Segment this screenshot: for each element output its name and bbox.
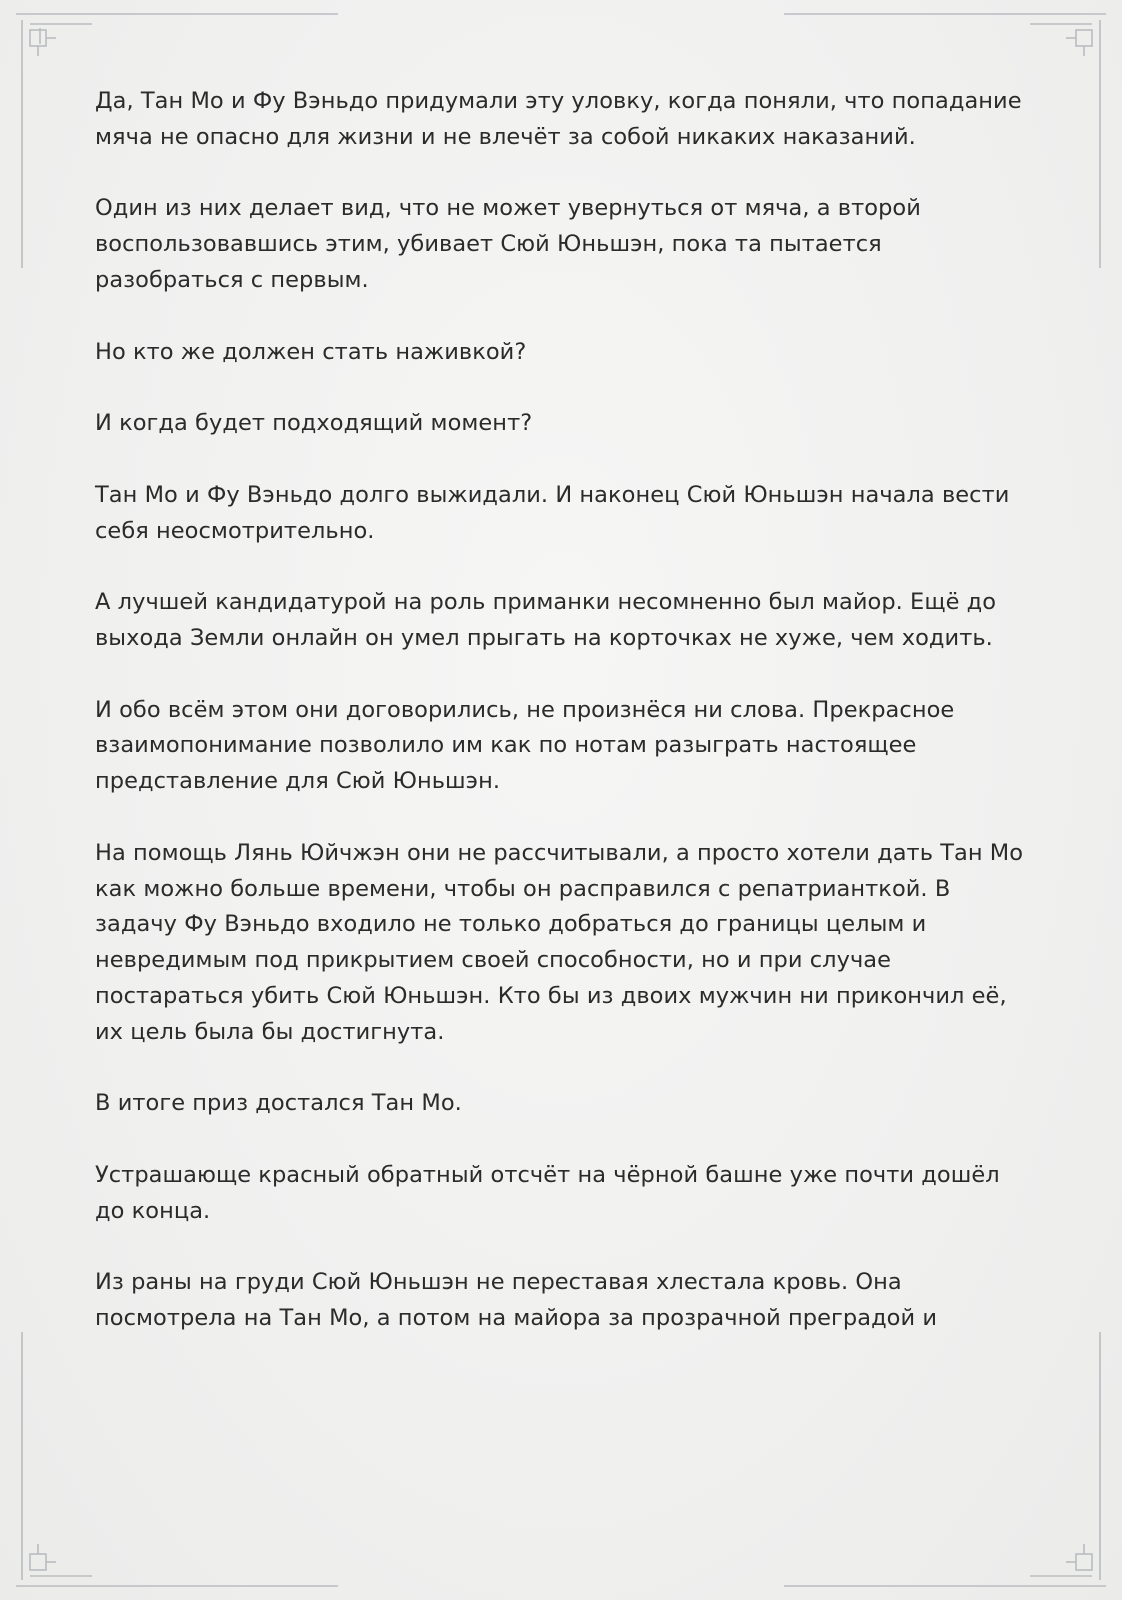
paragraph: Тан Мо и Фу Вэньдо долго выжидали. И наконец Сюй Юньшэн начала вести себя неосмотрительно. bbox=[95, 481, 1010, 544]
paragraph: А лучшей кандидатурой на роль приманки несомненно был майор. Ещё до выхода Земли онлайн он умел прыгать на корточках не хуже, чем ходить. bbox=[95, 589, 997, 651]
paragraph: Да, Тан Мо и Фу Вэньдо придумали эту уловку, когда поняли, что попадание мяча не опасно для жизни и не влечёт за собой никаких наказаний. bbox=[95, 88, 1022, 150]
paragraph: И когда будет подходящий момент? bbox=[95, 410, 533, 437]
paragraph: Устрашающе красный обратный отсчёт на чёрной башне уже почти дошёл до конца. bbox=[95, 1161, 1000, 1224]
paragraph: Из раны на груди Сюй Юньшэн не переставая хлестала кровь. Она посмотрела на Тан Мо, а потом на майора за прозрачной преградой и bbox=[95, 1269, 938, 1332]
paragraph: Но кто же должен стать наживкой? bbox=[95, 338, 527, 365]
paragraph: В итоге приз достался Тан Мо. bbox=[95, 1090, 462, 1117]
paragraph: И обо всём этом они договорились, не произнёся ни слова. Прекрасное взаимопонимание позволило им как по нотам разыграть настоящее представление для Сюй Юньшэн. bbox=[95, 696, 955, 795]
paragraph: Один из них делает вид, что не может увернуться от мяча, а второй воспользовавшись этим, убивает Сюй Юньшэн, пока та пытается разобраться с первым. bbox=[95, 195, 921, 293]
document-body bbox=[95, 84, 1035, 1373]
paragraph: На помощь Лянь Юйчжэн они не рассчитывали, а просто хотели дать Тан Мо как можно больше времени, чтобы он расправился с репатрианткой. В задачу Фу Вэньдо входило не только добраться до границы целым и невредимым под прикрытием своей способности, но и при случае постараться убить Сюй Юньшэн. Кто бы из двоих мужчин ни прикончил её, их цель была бы достигнута. bbox=[95, 839, 1024, 1045]
